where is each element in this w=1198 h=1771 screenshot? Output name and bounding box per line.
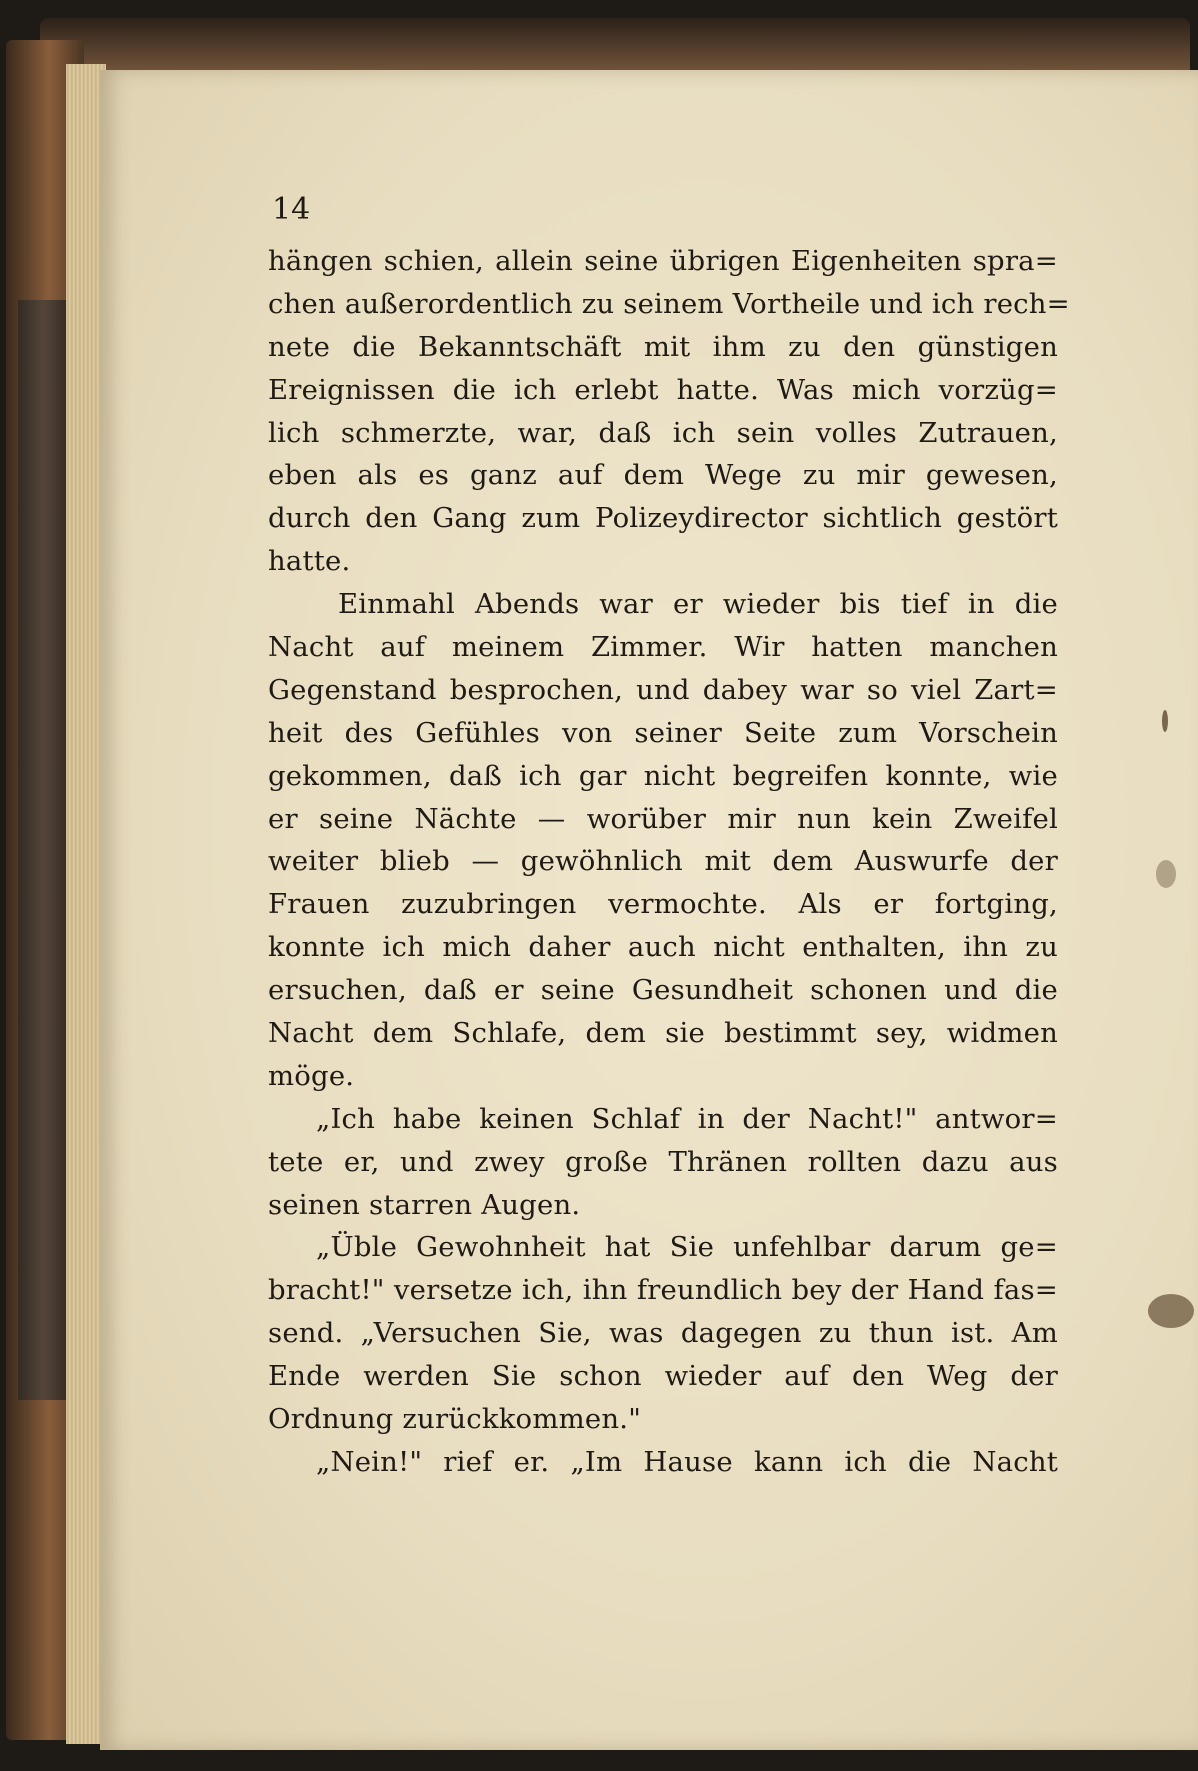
text-line: lich schmerzte, war, daß ich sein volles Zutrauen, [268,416,1058,449]
text-line: Ordnung zurückkommen." [268,1403,642,1436]
text-line: hatte. [268,545,351,578]
text-line: Gegenstand besprochen, und dabey war so viel Zart= [268,673,1058,706]
text-line: möge. [268,1059,355,1092]
text-line: konnte ich mich daher auch nicht enthalten, ihn zu [268,931,1058,964]
text-line: Ende werden Sie schon wieder auf den Weg der [268,1360,1058,1393]
text-line: durch den Gang zum Polizeydirector sichtlich gestört [268,502,1058,535]
text-line: Nacht auf meinem Zimmer. Wir hatten manchen [268,631,1058,664]
text-line: Frauen zuzubringen vermochte. Als er fortging, [268,888,1058,921]
text-line: „Üble Gewohnheit hat Sie unfehlbar darum ge= [316,1231,1058,1264]
text-line: eben als es ganz auf dem Wege zu mir gewesen, [268,459,1058,492]
text-line: send. „Versuchen Sie, was dagegen zu thun ist. Am [268,1317,1058,1350]
text-line: tete er, und zwey große Thränen rollten dazu aus [268,1145,1058,1178]
text-line: gekommen, daß ich gar nicht begreifen konnte, wie [268,759,1058,792]
text-line: bracht!" versetze ich, ihn freundlich bey der Hand fas= [268,1274,1058,1307]
text-line: Nacht dem Schlafe, dem sie bestimmt sey, widmen [268,1017,1058,1050]
text-line: hängen schien, allein seine übrigen Eigenheiten spra= [268,245,1058,277]
text-line: Ereignissen die ich erlebt hatte. Was mich vorzüg= [268,373,1058,406]
text-line: chen außerordentlich zu seinem Vortheile und ich rech= [268,287,1070,320]
text-line: seinen starren Augen. [268,1188,581,1221]
book-cover-top [40,18,1190,78]
body-text [268,240,1070,1484]
paper-stain [1162,710,1168,732]
paper-stain [1156,860,1176,888]
text-line: „Ich habe keinen Schlaf in der Nacht!" antwor= [316,1102,1058,1135]
text-line: heit des Gefühles von seiner Seite zum Vorschein [268,716,1058,749]
text-line: „Nein!" rief er. „Im Hause kann ich die Nacht [316,1445,1058,1478]
text-line: ersuchen, daß er seine Gesundheit schonen und die [268,974,1058,1007]
text-line: Einmahl Abends war er wieder bis tief in die [338,588,1058,621]
text-line: weiter blieb — gewöhnlich mit dem Auswurfe der [268,845,1058,878]
text-line: er seine Nächte — worüber mir nun kein Zweifel [268,802,1058,835]
book-spine-worn-area [18,300,68,1400]
page-number: 14 [272,192,311,227]
paper-stain [1148,1294,1194,1328]
text-line: nete die Bekanntschäft mit ihm zu den günstigen [268,330,1058,363]
